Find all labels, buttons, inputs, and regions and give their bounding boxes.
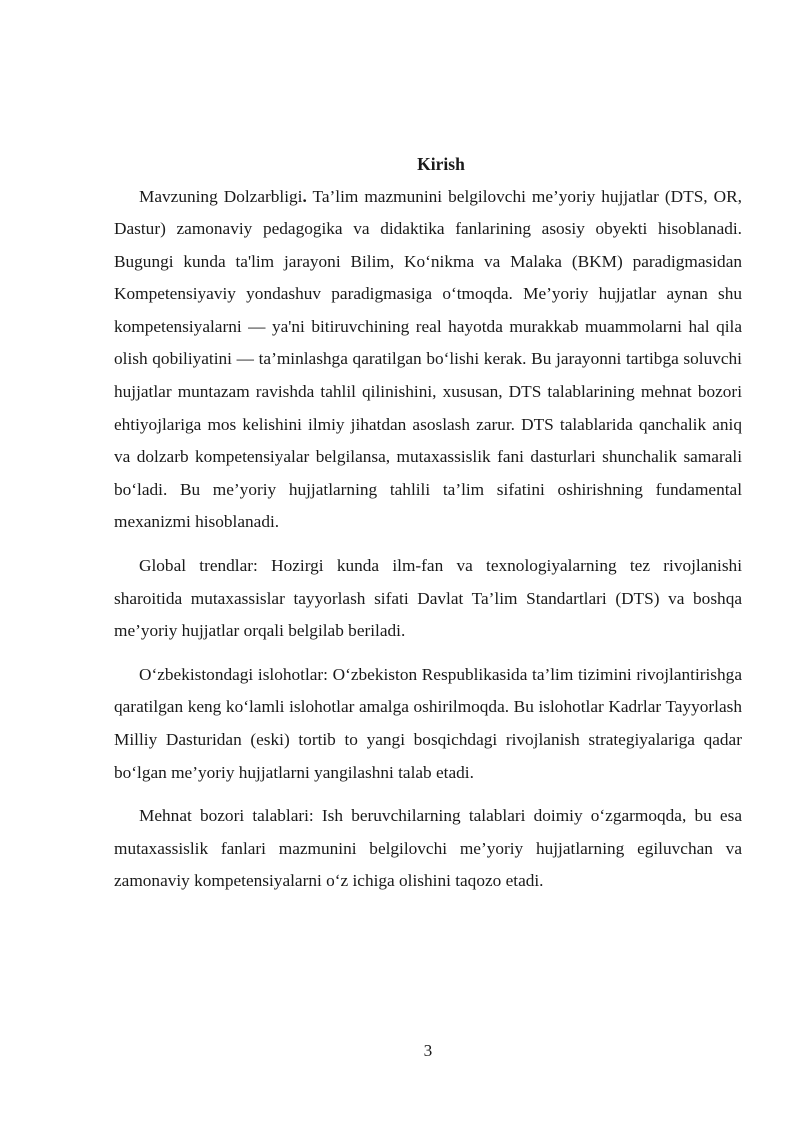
document-page: [114, 148, 742, 898]
paragraph-lead-mark: .: [302, 186, 307, 206]
paragraph-labor-market: Mehnat bozori talablari: Ish beruvchilarning talablari doimiy oʻzgarmoqda, bu esa mutaxassislik fanlari mazmunini belgilovchi me’yoriy hujjatlarning egiluvchan va zamonaviy kompetensiyalarni oʻz ichiga olishini taqozo etadi.: [114, 806, 742, 891]
paragraph-body: Ta’lim mazmunini belgilovchi me’yoriy hujjatlar (DTS, OR, Dastur) zamonaviy pedagogika va didaktika fanlarining asosiy obyekti hisoblanadi. Bugungi kunda ta'lim jarayoni Bilim, Koʻnikma va Malaka (BKM) paradigmasidan Kompetensiyaviy yondashuv paradigmasiga oʻtmoqda. Me’yoriy hujjatlar aynan shu kompetensiyalarni — ya'ni bitiruvchining real hayotda murakkab muammolarni hal qila olish qobiliyatini — ta’minlashga qaratilgan boʻlishi kerak. Bu jarayonni tartibga soluvchi hujjatlar muntazam ravishda tahlil qilinishini, xususan, DTS talablarining mehnat bozori ehtiyojlariga mos kelishini ilmiy jihatdan asoslash zarur. DTS talablarida qanchalik aniq va dolzarb kompetensiyalar belgilansa, mutaxassislik fani dasturlari shunchalik samarali boʻladi. Bu me’yoriy hujjatlarning tahlili ta’lim sifatini oshirishning fundamental mexanizmi hisoblanadi.: [114, 186, 742, 532]
section-heading: Kirish: [417, 154, 465, 174]
page-number: 3: [423, 1041, 433, 1060]
paragraph-global-trends: Global trendlar: Hozirgi kunda ilm-fan va texnologiyalarning tez rivojlanishi sharoitida mutaxassislar tayyorlash sifati Davlat Ta’lim Standartlari (DTS) va boshqa me’yoriy hujjatlar orqali belgilab beriladi.: [114, 556, 742, 641]
paragraph-uzbekistan-reforms: Oʻzbekistondagi islohotlar: Oʻzbekiston Respublikasida ta’lim tizimini rivojlantirishga qaratilgan keng koʻlamli islohotlar amalga oshirilmoqda. Bu islohotlar Kadrlar Tayyorlash Milliy Dasturidan (eski) tortib to yangi bosqichdagi rivojlanish strategiyalariga qadar boʻlgan me’yoriy hujjatlarni yangilashni talab etadi.: [114, 664, 742, 782]
paragraph-relevance: [114, 181, 742, 540]
paragraph-lead: Mavzuning Dolzarbligi: [139, 186, 303, 206]
